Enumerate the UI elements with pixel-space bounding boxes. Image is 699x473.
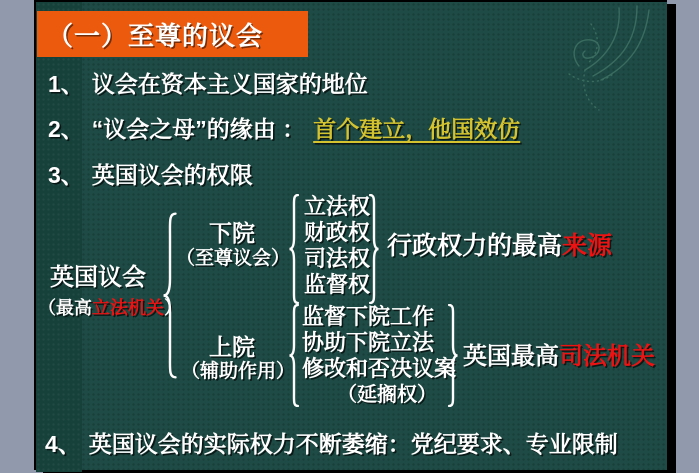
brace-right-functions xyxy=(446,304,460,407)
point-3-number: 3、 xyxy=(48,162,84,188)
root-subtitle-close: ） xyxy=(164,298,182,318)
power-item: 司法权 xyxy=(304,246,371,271)
point-1 xyxy=(48,68,368,100)
brace-left-powers xyxy=(287,194,301,304)
brace-left-main xyxy=(160,212,180,379)
root-subtitle-red: 立法机关 xyxy=(92,298,164,318)
point-2-highlight-link[interactable]: 首个建立，他国效仿 xyxy=(313,116,521,142)
point-3-text: 英国议会的权限 xyxy=(91,162,253,188)
lower-result-white: 行政权力的最高 xyxy=(387,232,563,260)
lower-house-subtitle: （至尊议会） xyxy=(176,248,291,269)
brace-right-powers xyxy=(367,194,381,304)
brace-left-functions xyxy=(287,304,301,407)
point-1-number: 1、 xyxy=(48,71,84,97)
lower-house-result xyxy=(387,226,612,262)
power-item: 财政权 xyxy=(304,220,371,245)
title-banner xyxy=(37,11,308,57)
point-2-number: 2、 xyxy=(48,116,84,142)
point-1-text: 议会在资本主义国家的地位 xyxy=(91,71,368,97)
upper-house-name: 上院 xyxy=(209,334,255,360)
slide-title: （一）至尊的议会 xyxy=(47,20,264,51)
upper-house-result xyxy=(463,336,655,371)
function-note: （延搁权） xyxy=(337,384,437,406)
diagram-root-name: 英国议会 xyxy=(50,264,146,291)
function-item: 修改和否决议案 xyxy=(302,356,457,381)
point-2-text: “议会之母”的缘由 ： xyxy=(91,116,306,142)
function-item: 协助下院立法 xyxy=(302,330,435,355)
phoenix-ornament-icon xyxy=(539,4,657,118)
lower-house-powers-list xyxy=(304,194,370,298)
slide xyxy=(34,0,667,470)
root-subtitle-white: （最高 xyxy=(38,298,92,318)
function-item: 监督下院工作 xyxy=(302,304,435,329)
upper-house-subtitle: （辅助作用） xyxy=(181,361,296,382)
point-4-number: 4、 xyxy=(45,431,81,457)
power-item: 立法权 xyxy=(304,194,371,219)
point-4 xyxy=(45,428,618,460)
lower-result-red: 来源 xyxy=(562,232,613,260)
lower-house-name: 下院 xyxy=(209,220,255,246)
upper-result-red: 司法机关 xyxy=(559,343,655,370)
point-2 xyxy=(48,113,520,145)
power-item: 监督权 xyxy=(304,272,371,297)
upper-result-white: 英国最高 xyxy=(463,343,559,370)
point-4-text: 英国议会的实际权力不断萎缩：党纪要求、专业限制 xyxy=(88,431,618,457)
point-3 xyxy=(48,159,253,191)
